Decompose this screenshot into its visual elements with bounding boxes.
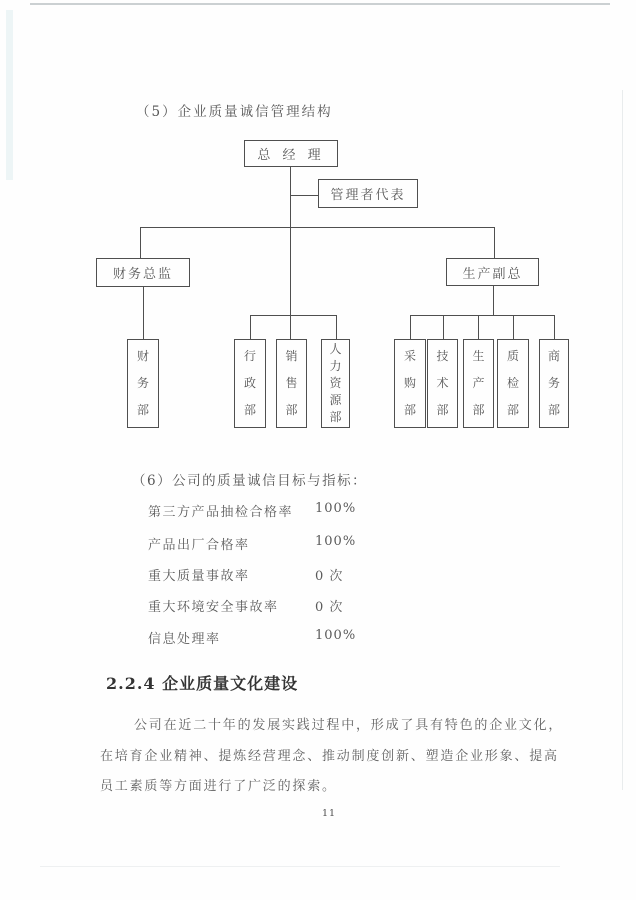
connector-vp-drop xyxy=(494,227,495,258)
goal-item-label: 信息处理率 xyxy=(148,632,221,647)
goal-item-value: 100% xyxy=(315,628,357,643)
goal-item-label: 重大质量事故率 xyxy=(148,569,250,584)
org-node-production-vp xyxy=(446,258,539,286)
goal-item-value: 0 次 xyxy=(315,600,344,615)
org-node-label: 总 经 理 xyxy=(257,148,325,163)
goal-item-label: 第三方产品抽检合格率 xyxy=(148,505,294,520)
paragraph-line: 员工素质等方面进行了广泛的探索。 xyxy=(100,779,337,794)
org-node-admin-dept xyxy=(234,339,266,428)
scan-edge-right xyxy=(622,90,623,790)
org-node-sales-dept xyxy=(276,339,307,428)
connector-vp-lower-drop xyxy=(493,286,494,315)
org-node-management-rep xyxy=(318,179,418,208)
connector-right-horizontal xyxy=(410,315,554,316)
section6-heading: （6）公司的质量诚信目标与指标： xyxy=(132,473,368,489)
org-node-label: 管理者代表 xyxy=(330,188,406,203)
connector-cfo-drop xyxy=(140,227,141,258)
org-node-label: 采购部 xyxy=(404,349,417,417)
org-node-label: 行政部 xyxy=(244,349,257,417)
connector-admin-drop xyxy=(250,315,251,339)
org-node-label: 人力资源部 xyxy=(329,341,342,425)
org-node-label: 财务总监 xyxy=(112,267,173,282)
connector-production-drop xyxy=(478,315,479,339)
connector-purchasing-drop xyxy=(410,315,411,339)
connector-qc-drop xyxy=(513,315,514,339)
org-node-general-manager xyxy=(244,140,338,167)
org-node-label: 销售部 xyxy=(285,349,298,417)
org-node-label: 商务部 xyxy=(548,349,561,417)
org-node-finance-director xyxy=(96,258,190,287)
scan-edge-bottom xyxy=(40,866,560,867)
goal-item-value: 0 次 xyxy=(315,569,344,584)
goal-item-value: 100% xyxy=(315,501,357,516)
org-node-finance-dept xyxy=(127,339,159,428)
org-node-qc-dept xyxy=(497,339,529,428)
section5-heading: （5）企业质量诚信管理结构 xyxy=(136,104,333,120)
scan-edge-top xyxy=(30,3,610,5)
goal-item-label: 重大环境安全事故率 xyxy=(148,600,279,615)
org-node-label: 生产副总 xyxy=(462,266,523,282)
org-node-tech-dept xyxy=(427,339,458,428)
connector-finance-drop xyxy=(143,287,144,339)
connector-center-vertical xyxy=(290,167,291,339)
org-node-label: 生产部 xyxy=(472,349,485,417)
connector-mid-horizontal xyxy=(250,315,337,316)
org-node-purchasing-dept xyxy=(394,339,426,428)
paragraph-line: 在培育企业精神、提炼经营理念、推动制度创新、塑造企业形象、提高 xyxy=(100,749,559,764)
connector-hr-drop xyxy=(336,315,337,339)
scan-edge-left xyxy=(6,10,13,180)
connector-business-drop xyxy=(554,315,555,339)
org-node-production-dept xyxy=(463,339,494,428)
org-node-label: 质检部 xyxy=(507,349,520,417)
section224-heading: 2.2.4 企业质量文化建设 xyxy=(106,674,299,693)
goal-item-label: 产品出厂合格率 xyxy=(148,538,250,553)
org-node-label: 财务部 xyxy=(137,349,150,417)
page-number: 11 xyxy=(322,808,337,819)
paragraph-line: 公司在近二十年的发展实践过程中，形成了具有特色的企业文化， xyxy=(134,718,564,733)
org-node-hr-dept xyxy=(321,339,350,428)
goal-item-value: 100% xyxy=(315,534,357,549)
connector-rep-stub xyxy=(290,195,318,196)
connector-tech-drop xyxy=(443,315,444,339)
connector-main-horizontal xyxy=(140,227,495,228)
org-node-label: 技术部 xyxy=(436,349,449,417)
org-node-business-dept xyxy=(539,339,569,428)
